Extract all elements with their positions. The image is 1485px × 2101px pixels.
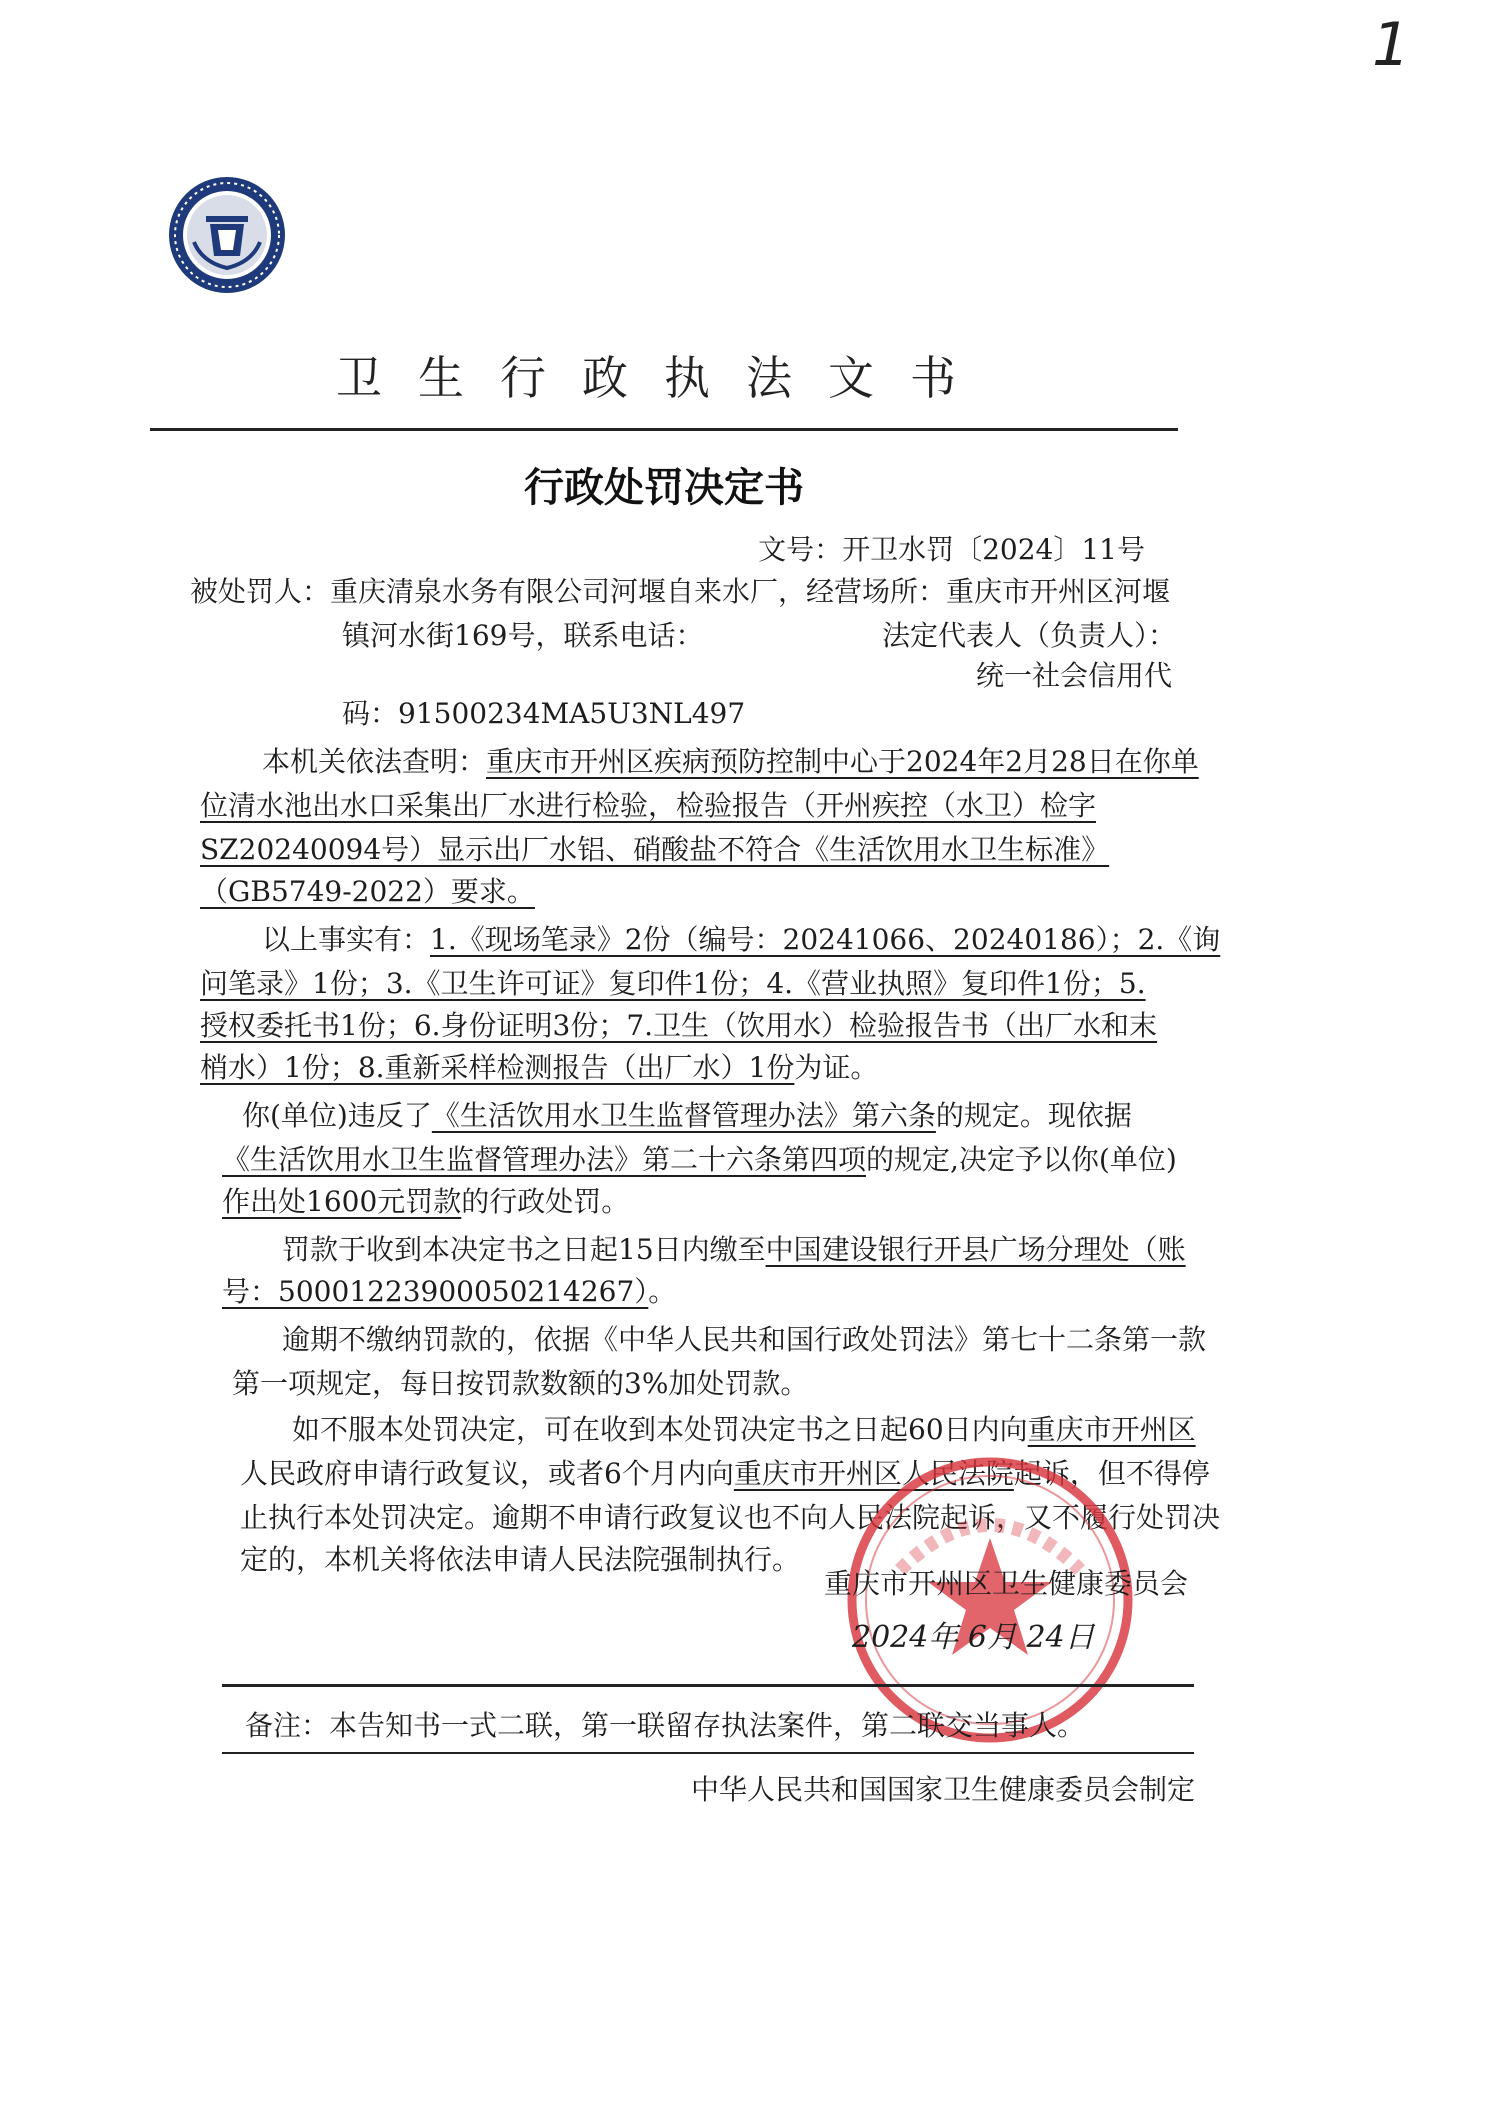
- violation-line-3: 作出处1600元罚款的行政处罚。: [222, 1185, 630, 1218]
- party-line-2a: 镇河水街169号，联系电话：: [342, 619, 704, 652]
- document-number: 文号：开卫水罚〔2024〕11号: [758, 533, 1145, 566]
- findings-line-4: （GB5749-2022）要求。: [200, 875, 535, 908]
- issue-date: 2024年 6月 24日: [852, 1620, 1095, 1655]
- findings-line-2: 位清水池出水口采集出厂水进行检验，检验报告（开州疾控（水卫）检字: [200, 789, 1097, 822]
- evidence-line-2: 问笔录》1份；3.《卫生许可证》复印件1份；4.《营业执照》复印件1份；5.: [200, 967, 1146, 1000]
- party-line-3: 统一社会信用代: [976, 659, 1173, 692]
- payment-line-1: 罚款于收到本决定书之日起15日内缴至中国建设银行开县广场分理处（账: [282, 1233, 1186, 1266]
- findings-line-3: SZ20240094号）显示出厂水铝、硝酸盐不符合《生活饮用水卫生标准》: [200, 833, 1110, 866]
- violation-line-1: 你(单位)违反了《生活饮用水卫生监督管理办法》第六条的规定。现依据: [242, 1099, 1132, 1132]
- appeal-line-2: 人民政府申请行政复议，或者6个月内向重庆市开州区人民法院起诉，但不得停: [240, 1457, 1210, 1490]
- footer-issuer: 中华人民共和国国家卫生健康委员会制定: [690, 1773, 1195, 1806]
- handwritten-page-mark: 1: [1372, 10, 1411, 80]
- evidence-line-3: 授权委托书1份；6.身份证明3份；7.卫生（饮用水）检验报告书（出厂水和末: [200, 1009, 1158, 1042]
- appeal-line-3: 止执行本处罚决定。逾期不申请行政复议也不向人民法院起诉，又不履行处罚决: [240, 1501, 1221, 1534]
- violation-line-2: 《生活饮用水卫生监督管理办法》第二十六条第四项的规定,决定予以你(单位): [222, 1143, 1177, 1176]
- party-line-4: 码：91500234MA5U3NL497: [342, 697, 746, 730]
- document-header: 卫生行政执法文书: [336, 351, 992, 405]
- payment-line-2: 号：50001223900050214267）。: [222, 1275, 677, 1308]
- party-line-2b: 法定代表人（负责人）：: [882, 619, 1177, 652]
- remark-rule-top: [222, 1684, 1194, 1687]
- overdue-line-2: 第一项规定，每日按罚款数额的3%加处罚款。: [232, 1367, 809, 1400]
- header-rule: [150, 428, 1178, 431]
- appeal-line-4: 定的，本机关将依法申请人民法院强制执行。: [240, 1543, 801, 1576]
- findings-line-1: 本机关依法查明：重庆市开州区疾病预防控制中心于2024年2月28日在你单: [262, 745, 1199, 778]
- document-title: 行政处罚决定书: [524, 464, 804, 511]
- remark-rule-bottom: [222, 1752, 1194, 1754]
- health-emblem-icon: [166, 172, 288, 298]
- appeal-line-1: 如不服本处罚决定，可在收到本处罚决定书之日起60日内向重庆市开州区: [292, 1413, 1196, 1446]
- remark-text: 备注：本告知书一式二联，第一联留存执法案件，第二联交当事人。: [245, 1709, 1086, 1742]
- party-line-1: 被处罚人：重庆清泉水务有限公司河堰自来水厂，经营场所：重庆市开州区河堰: [190, 575, 1171, 608]
- evidence-line-4: 梢水）1份；8.重新采样检测报告（出厂水）1份为证。: [200, 1051, 879, 1084]
- issuing-authority: 重庆市开州区卫生健康委员会: [824, 1567, 1189, 1600]
- overdue-line-1: 逾期不缴纳罚款的，依据《中华人民共和国行政处罚法》第七十二条第一款: [282, 1323, 1207, 1356]
- evidence-line-1: 以上事实有：1.《现场笔录》2份（编号：20241066、20240186）；2.《询: [262, 923, 1221, 956]
